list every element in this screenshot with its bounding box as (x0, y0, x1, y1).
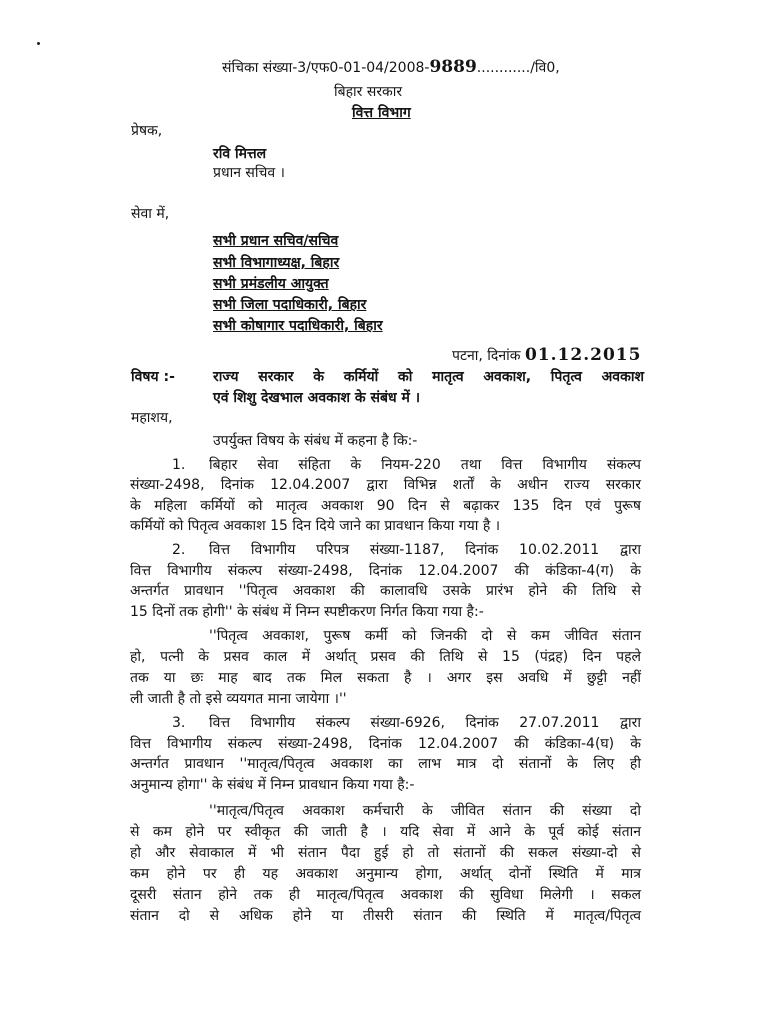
department-name: वित्त विभाग (352, 105, 411, 121)
quote-line: संतान दो से अधिक होने या तीसरी संतान की स्थिति में मातृत्व/पितृत्व (130, 908, 641, 924)
para-line: बिहार सेवा संहिता के नियम-220 तथा वित्त विभागीय संकल्प (209, 457, 641, 473)
recipient-item: सभी प्रधान सचिव/सचिव (213, 233, 339, 249)
para-line: अन्तर्गत प्रावधान ''मातृत्व/पितृत्व अवकाश का लाभ मात्र दो संतानों के लिए ही (130, 756, 641, 772)
quote-line: तक या छः माह बाद तक मिल सकता है । अगर इस अवधि में छुट्टी नहीं (130, 670, 641, 686)
para-number: 2. (172, 542, 186, 558)
subject-label: विषय :- (131, 369, 175, 385)
recipient-item: सभी प्रमंडलीय आयुक्त (213, 276, 329, 292)
recipient-item: सभी कोषागार पदाधिकारी, बिहार (213, 318, 383, 334)
recipients-label: सेवा में, (131, 206, 170, 222)
recipient-item: सभी विभागाध्यक्ष, बिहार (213, 255, 340, 271)
quote-line: ''मातृत्व/पितृत्व अवकाश कर्मचारी के जीवित संतान की संख्या दो (209, 803, 641, 819)
para-line: अनुमान्य होगा'' के संबंध में निम्न प्रावधान किया गया है:- (130, 777, 415, 793)
quote-line: दूसरी संतान होने तक ही मातृत्व/पितृत्व अवकाश की सुविधा मिलेगी । सकल (130, 887, 641, 903)
date-handwritten: 01.12.2015 (524, 345, 642, 365)
salutation: महाशय, (131, 410, 173, 426)
recipient-item: सभी जिला पदाधिकारी, बिहार (213, 297, 367, 313)
para-line: के महिला कर्मियों को मातृत्व अवकाश 90 दिन से बढ़ाकर 135 दिन एवं पुरूष (130, 498, 641, 514)
sender-name: रवि मित्तल (213, 146, 267, 162)
para-line: संख्या-2498, दिनांक 12.04.2007 द्वारा विभिन्न शर्तों के अधीन राज्य सरकार (130, 477, 641, 493)
place-date: पटना, दिनांक 01.12.2015 (452, 345, 642, 365)
quote-line: से कम होने पर स्वीकृत की जाती है । यदि सेवा में आने के पूर्व कोई संतान (130, 824, 641, 840)
sender-label: प्रेषक, (131, 123, 163, 139)
file-number-handwritten: 9889 (429, 57, 477, 77)
para-line: कर्मियों को पितृत्व अवकाश 15 दिन दिये जाने का प्रावधान किया गया है । (130, 518, 501, 534)
para-number: 3. (172, 715, 186, 731)
para-line: वित्त विभागीय संकल्प संख्या-2498, दिनांक 12.04.2007 की कंडिका-4(घ) के (130, 736, 641, 752)
para-line: वित्त विभागीय संकल्प संख्या-2498, दिनांक 12.04.2007 की कंडिका-4(ग) के (130, 563, 641, 579)
intro-text: उपर्युक्त विषय के संबंध में कहना है कि:- (213, 433, 418, 449)
quote-line: ली जाती है तो इसे व्ययगत माना जायेगा ।'' (130, 691, 347, 707)
file-number: संचिका संख्या-3/एफ0-01-04/2008-9889............/वि0, (222, 57, 560, 77)
para-line: वित्त विभागीय संकल्प संख्या-6926, दिनांक 27.07.2011 द्वारा (209, 715, 641, 731)
quote-line: ''पितृत्व अवकाश, पुरूष कर्मी को जिनकी दो से कम जीवित संतान (209, 628, 641, 644)
subject-line: राज्य सरकार के कर्मियों को मातृत्व अवकाश, पितृत्व अवकाश (213, 369, 644, 385)
scan-speck (37, 42, 40, 45)
quote-line: कम होने पर ही यह अवकाश अनुमान्य होगा, अर्थात् दोनों स्थिति में मात्र (130, 866, 641, 882)
para-line: वित्त विभागीय परिपत्र संख्या-1187, दिनांक 10.02.2011 द्वारा (209, 542, 641, 558)
government-name: बिहार सरकार (334, 84, 403, 100)
quote-line: हो, पत्नी के प्रसव काल में अर्थात् प्रसव की तिथि से 15 (पंद्रह) दिन पहले (130, 649, 641, 665)
subject-line: एवं शिशु देखभाल अवकाश के संबंध में । (213, 390, 421, 406)
quote-line: हो और सेवाकाल में भी संतान पैदा हुई हो तो संतानों की सकल संख्या-दो से (130, 845, 641, 861)
para-line: 15 दिनों तक होगी'' के संबंध में निम्न स्पष्टीकरण निर्गत किया गया है:- (130, 604, 484, 620)
para-line: अन्तर्गत प्रावधान ''पितृत्व अवकाश की कालावधि उसके प्रारंभ होने की तिथि से (130, 583, 641, 599)
sender-designation: प्रधान सचिव । (213, 165, 285, 181)
para-number: 1. (172, 457, 186, 473)
